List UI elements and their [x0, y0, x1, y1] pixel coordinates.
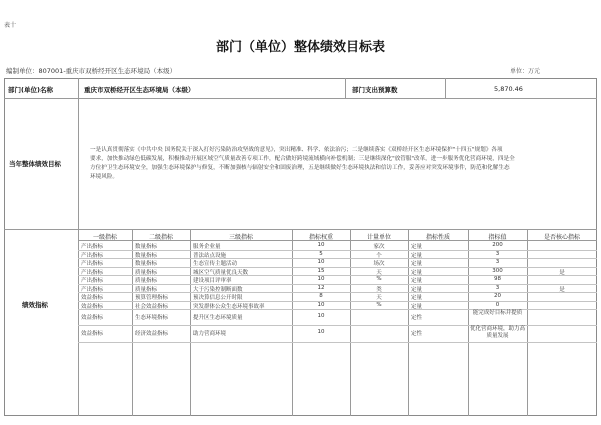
cell-value: 3 — [495, 250, 500, 257]
cell-level2: 数量指标 — [135, 261, 158, 267]
dept-name-value: 重庆市双桥经开区生态环境局（本级） — [84, 86, 195, 94]
compiling-unit: 编制单位：807001-重庆市双桥经开区生态环境局（本级） — [6, 67, 177, 75]
cell-level2: 社会效益指标 — [135, 303, 169, 310]
cell-weight: 8 — [319, 293, 323, 299]
cell-value: 0 — [495, 301, 500, 308]
column-header-nature: 指标性质 — [425, 234, 450, 241]
col-divider — [445, 78, 446, 98]
column-header-value: 指标值 — [488, 234, 507, 241]
cell-level1: 效益指标 — [81, 331, 104, 337]
cell-nature: 定性 — [411, 315, 423, 321]
cell-level3: 助力营商环境 — [193, 331, 227, 337]
cell-level2: 预算管理指标 — [135, 295, 169, 301]
cell-level2: 生态环境指标 — [135, 315, 169, 321]
cell-nature: 定量 — [411, 303, 423, 310]
cell-nature: 定量 — [411, 295, 423, 301]
cell-level1: 效益指标 — [81, 295, 104, 301]
column-header-unit: 计量单位 — [366, 234, 391, 241]
indicators-label: 绩效指标 — [22, 301, 48, 309]
cell-level3: 提升区生态环境质量 — [193, 315, 243, 321]
cell-weight: 12 — [317, 284, 325, 291]
table-number: 表十 — [4, 22, 17, 29]
goal-line: 要求，加快推动绿色低碳发展，积极推动开展区域空气质量改善专项工作，配合做好跨境流域横向补偿机制；三是继续深化"放管服"改革，进一步服务优化营商环境，四是全 — [90, 156, 515, 162]
cell-level1: 效益指标 — [81, 303, 104, 310]
cell-level3: 建设项目评审率 — [193, 278, 232, 284]
cell-value: 300 — [492, 267, 503, 274]
cell-level2: 经济效益指标 — [135, 331, 169, 337]
cell-core: 是 — [559, 269, 565, 276]
cell-level2: 质量指标 — [135, 269, 158, 276]
dept-name-label: 部门(单位)名称 — [8, 86, 53, 94]
cell-nature: 定量 — [411, 278, 423, 284]
goal-line: 方位护卫生态环境安全，加强生态环境保护与修复，不断加强核与辐射安全和固废治理，五是继续做好生态环境执法和信访工作，妥善应对突发环境事件，防范和化解生态 — [90, 165, 510, 171]
cell-weight: 10 — [317, 301, 325, 308]
page-title: 部门（单位）整体绩效目标表 — [215, 40, 385, 55]
row-divider — [4, 229, 597, 230]
goal-line: 环境风险。 — [90, 174, 118, 180]
cell-level3: 突发群体公众生态环境事故率 — [193, 303, 265, 310]
cell-nature: 定性 — [411, 331, 423, 337]
cell-weight: 15 — [317, 267, 325, 274]
cell-weight: 10 — [317, 329, 325, 335]
cell-level1: 产出指标 — [81, 261, 104, 267]
column-header-weight: 指标权重 — [308, 234, 333, 241]
cell-level3: 城区空气质量优良天数 — [193, 269, 249, 276]
cell-nature: 定量 — [411, 269, 423, 276]
cell-unit: 天 — [376, 269, 382, 276]
annual-goal-label: 当年整体绩效目标 — [9, 160, 61, 168]
column-header-level3: 三级指标 — [228, 234, 253, 241]
budget-label: 部门支出预算数 — [352, 86, 398, 94]
money-unit: 单位：万元 — [510, 68, 541, 75]
cell-level3: 生态宣传主题活动 — [193, 261, 238, 267]
cell-value: 3 — [495, 284, 500, 291]
cell-weight: 10 — [317, 313, 325, 319]
cell-unit: 个 — [376, 252, 382, 259]
column-header-level2: 二级指标 — [148, 234, 173, 241]
cell-nature: 定量 — [411, 286, 423, 293]
cell-value: 能完成好目标并提质 — [472, 310, 523, 316]
col-divider — [345, 78, 346, 98]
annual-goal-text — [90, 146, 590, 182]
cell-value: 98 — [494, 276, 501, 282]
cell-level2: 质量指标 — [135, 278, 158, 284]
cell-level1: 产出指标 — [81, 244, 104, 250]
cell-nature: 定量 — [411, 244, 423, 250]
cell-unit: 场次 — [373, 261, 385, 267]
cell-unit: % — [376, 276, 382, 282]
cell-level1: 产出指标 — [81, 252, 104, 259]
cell-core: 是 — [559, 286, 565, 293]
cell-level2: 数量指标 — [135, 244, 158, 250]
column-header-core: 是否核心指标 — [543, 234, 580, 241]
cell-unit: 家次 — [373, 244, 385, 250]
cell-level3: 大于污染控制断面数 — [193, 286, 243, 293]
cell-level2: 质量指标 — [135, 286, 158, 293]
cell-level3: 普法站点设施 — [193, 252, 227, 259]
cell-level2: 数量指标 — [135, 252, 158, 259]
column-header-level1: 一级指标 — [92, 234, 117, 241]
cell-weight: 10 — [317, 276, 325, 282]
cell-weight: 10 — [317, 242, 325, 248]
cell-level1: 产出指标 — [81, 286, 104, 293]
cell-level3: 服务企业量 — [193, 244, 221, 250]
cell-unit: % — [376, 301, 382, 308]
row-divider — [4, 98, 597, 99]
cell-level1: 产出指标 — [81, 269, 104, 276]
cell-weight: 5 — [319, 250, 323, 257]
budget-value: 5,870.46 — [494, 85, 523, 93]
row-divider — [78, 342, 597, 343]
cell-nature: 定量 — [411, 252, 423, 259]
cell-value: 优化营商环境，助力高质量发展 — [470, 326, 526, 339]
cell-level3: 预决算信息公开时限 — [193, 295, 243, 301]
cell-value: 3 — [495, 259, 500, 265]
cell-weight: 10 — [317, 259, 325, 265]
cell-level1: 产出指标 — [81, 278, 104, 284]
col-divider — [78, 78, 79, 416]
cell-unit: 类 — [376, 286, 382, 293]
cell-value: 20 — [494, 293, 501, 299]
cell-value: 200 — [492, 242, 503, 248]
cell-unit: 天 — [376, 295, 382, 301]
goal-line: 一是认真贯彻落实《中共中央 国务院关于深入打好污染防治攻坚战的意见》，突出精准、科学、依法治污；二是继续落实《双桥经开区生态环境保护"十四五"规划》各项 — [90, 147, 503, 153]
cell-nature: 定量 — [411, 261, 423, 267]
cell-level1: 效益指标 — [81, 315, 104, 321]
